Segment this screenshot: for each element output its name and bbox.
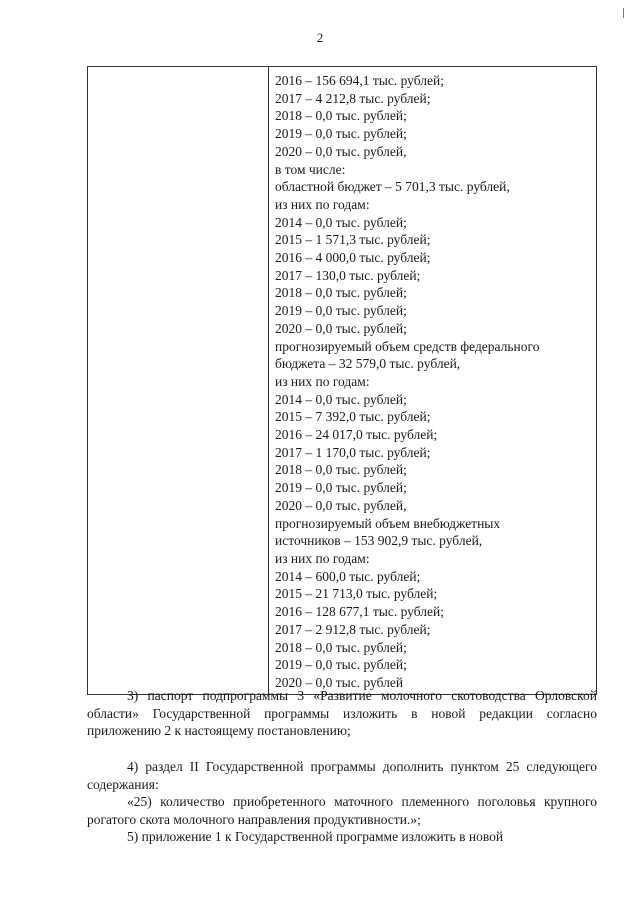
- paragraph-3: [87, 687, 597, 740]
- budget-line: из них по годам:: [275, 550, 370, 566]
- page-number: 2: [316, 30, 324, 45]
- budget-line: прогнозируемый объем средств федерального: [275, 338, 540, 354]
- budget-line: в том числе:: [275, 161, 346, 177]
- budget-line: прогнозируемый объем внебюджетных: [275, 515, 501, 531]
- budget-table: [87, 66, 597, 695]
- budget-line: 2014 – 0,0 тыс. рублей;: [275, 391, 407, 407]
- paragraph-5-text: 5) приложение 1 к Государственной программе изложить в новой: [127, 829, 504, 844]
- budget-lines: [275, 72, 590, 692]
- budget-line: 2019 – 0,0 тыс. рублей;: [275, 303, 407, 319]
- budget-line: областной бюджет – 5 701,3 тыс. рублей,: [275, 179, 510, 195]
- budget-line: 2019 – 0,0 тыс. рублей;: [275, 126, 407, 142]
- budget-line: 2019 – 0,0 тыс. рублей;: [275, 480, 407, 496]
- budget-line: 2020 – 0,0 тыс. рублей,: [275, 143, 407, 159]
- budget-line: 2018 – 0,0 тыс. рублей;: [275, 639, 407, 655]
- paragraph-4: [87, 758, 597, 793]
- budget-line: 2017 – 2 912,8 тыс. рублей;: [275, 621, 431, 637]
- table-right-cell: [269, 67, 597, 695]
- table-row: [88, 67, 597, 695]
- budget-line: 2018 – 0,0 тыс. рублей;: [275, 285, 407, 301]
- budget-line: бюджета – 32 579,0 тыс. рублей,: [275, 356, 461, 372]
- budget-line: 2020 – 0,0 тыс. рублей: [275, 674, 404, 690]
- budget-line: 2020 – 0,0 тыс. рублей,: [275, 497, 407, 513]
- budget-line: из них по годам:: [275, 196, 370, 212]
- budget-line: 2014 – 600,0 тыс. рублей;: [275, 568, 421, 584]
- budget-line: 2015 – 7 392,0 тыс. рублей;: [275, 409, 431, 425]
- budget-line: 2016 – 4 000,0 тыс. рублей;: [275, 250, 431, 266]
- budget-line: 2017 – 130,0 тыс. рублей;: [275, 267, 421, 283]
- paragraph-5: [87, 828, 597, 846]
- paragraph-quote-text: «25) количество приобретенного маточного племенного поголовья крупного рогатого скота молочного направления продуктивности.»;: [87, 794, 597, 827]
- paragraph-3-text: 3) паспорт подпрограммы 3 «Развитие молочного скотоводства Орловской области» Государственной программы изложить в новой редакции согласно приложению 2 к настоящему постановлению;: [87, 688, 597, 739]
- paragraph-quote: [87, 793, 597, 828]
- budget-line: 2016 – 128 677,1 тыс. рублей;: [275, 604, 444, 620]
- budget-line: 2016 – 156 694,1 тыс. рублей;: [275, 73, 444, 88]
- budget-line: 2019 – 0,0 тыс. рублей;: [275, 657, 407, 673]
- table-left-cell: [88, 67, 269, 695]
- budget-line: 2014 – 0,0 тыс. рублей;: [275, 214, 407, 230]
- budget-line: 2018 – 0,0 тыс. рублей;: [275, 108, 407, 124]
- budget-line: 2018 – 0,0 тыс. рублей;: [275, 462, 407, 478]
- budget-line: 2016 – 24 017,0 тыс. рублей;: [275, 427, 438, 443]
- corner-mark: [623, 8, 624, 18]
- budget-line: 2020 – 0,0 тыс. рублей;: [275, 320, 407, 336]
- budget-line: из них по годам:: [275, 373, 370, 389]
- budget-line: 2017 – 4 212,8 тыс. рублей;: [275, 90, 431, 106]
- budget-line: 2017 – 1 170,0 тыс. рублей;: [275, 444, 431, 460]
- budget-line: 2015 – 21 713,0 тыс. рублей;: [275, 586, 438, 602]
- budget-line: 2015 – 1 571,3 тыс. рублей;: [275, 232, 431, 248]
- budget-line: источников – 153 902,9 тыс. рублей,: [275, 533, 483, 549]
- paragraph-4-text: 4) раздел II Государственной программы дополнить пунктом 25 следующего содержания:: [87, 759, 597, 792]
